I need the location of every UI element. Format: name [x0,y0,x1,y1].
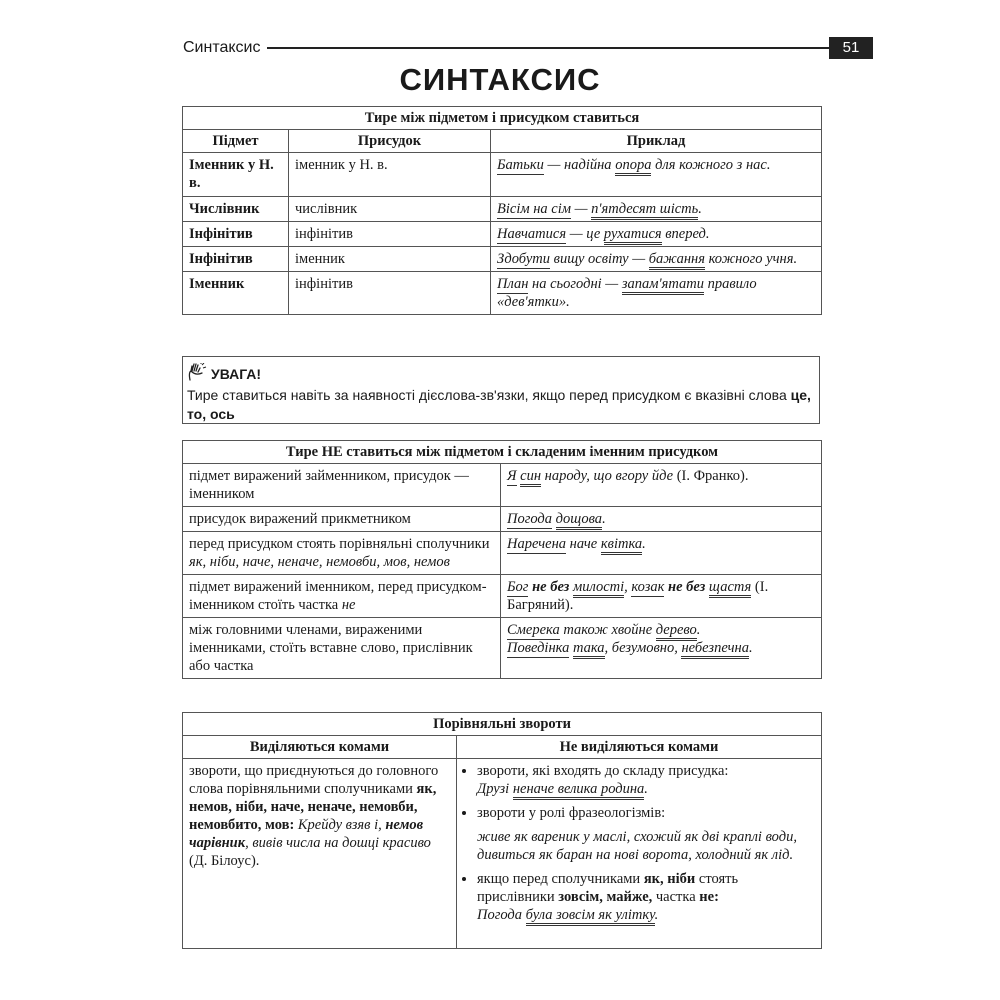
hand-icon [187,363,207,386]
condition-cell: підмет виражений займенником, присудок — іменником [183,464,501,507]
example-cell: Батьки — надійна опора для кожного з нас. [491,153,822,197]
subject-cell: Іменник у Н. в. [183,153,289,197]
table-caption: Тире між підметом і присудком ставиться [183,107,822,130]
subject-cell: Іменник [183,272,289,315]
comparative-phrases-table [182,712,822,949]
example-cell: План на сьогодні — запам'ятати правило «дев'ятки». [491,272,822,315]
example-cell: Смерека також хвойне дерево. Поведінка така, безумовно, небезпечна. [501,618,822,679]
predicate-cell: числівник [289,197,491,222]
dash-rules-table [182,106,822,315]
example-cell: Бог не без милості, козак не без щастя (І. Багряний). [501,575,822,618]
example-cell: Навчатися — це рухатися вперед. [491,222,822,247]
condition-cell: між головними членами, вираженими іменниками, стоїть вставне слово, прислівник або частка [183,618,501,679]
example-cell: Наречена наче квітка. [501,532,822,575]
table-row [183,247,822,272]
table-row [183,618,822,679]
list-item: • звороти, які входять до складу присудка: Друзі неначе велика родина. [477,762,815,798]
table-caption: Тире НЕ ставиться між підметом і складеним іменним присудком [183,441,822,464]
table-row [183,153,822,197]
table-row [183,197,822,222]
running-header [183,37,873,59]
subject-cell: Числівник [183,197,289,222]
no-dash-table [182,440,822,679]
condition-cell: підмет виражений іменником, перед присудком-іменником стоїть частка не [183,575,501,618]
table-row [183,575,822,618]
predicate-cell: інфінітив [289,222,491,247]
condition-cell: перед присудком стоять порівняльні сполучники як, ніби, наче, неначе, немовби, мов, немов [183,532,501,575]
header-rule [257,47,829,49]
table-row [183,464,822,507]
example-cell: Вісім на сім — п'ятдесят шість. [491,197,822,222]
page-title: СИНТАКСИС [399,62,601,97]
subject-cell: Інфінітив [183,247,289,272]
predicate-cell: іменник у Н. в. [289,153,491,197]
right-cell [457,759,822,949]
list-item: • якщо перед сполучниками як, ніби стоять прислівники зовсім, майже, частка не: Погода була зовсім як улітку. [477,870,815,924]
table-row [183,222,822,247]
table-row [183,272,822,315]
predicate-cell: інфінітив [289,272,491,315]
page-number: 51 [829,37,873,59]
column-header: Підмет [183,130,289,153]
example-cell: Я син народу, що вгору йде (І. Франко). [501,464,822,507]
list-item: • звороти у ролі фразеологізмів: живе як вареник у маслі, схожий як дві краплі води, дивиться як баран на нові ворота, холодний як лід. [477,804,815,864]
note-label: УВАГА! [211,366,262,382]
column-header: Приклад [491,130,822,153]
note-text: Тире ставиться навіть за наявності дієслова-зв'язки, якщо перед присудком є вказівні слова це, то, ось [187,387,811,422]
attention-note [182,356,820,424]
subject-cell: Інфінітив [183,222,289,247]
table-row [183,507,822,532]
table-row [183,759,822,949]
table-row [183,532,822,575]
column-header: Присудок [289,130,491,153]
column-header: Виділяються комами [183,736,457,759]
column-header: Не виділяються комами [457,736,822,759]
predicate-cell: іменник [289,247,491,272]
condition-cell: присудок виражений прикметником [183,507,501,532]
example-cell: Погода дощова. [501,507,822,532]
left-cell: звороти, що приєднуються до головного слова порівняльними сполучниками як, немов, ніби, наче, неначе, немовби, немовбито, мов: Крейду взяв і, немов чарівник, вивів числа на дошці красиво (Д. Білоус). [183,759,457,949]
example-cell: Здобути вищу освіту — бажання кожного учня. [491,247,822,272]
section-name: Синтаксис [183,37,267,59]
table-caption: Порівняльні звороти [183,713,822,736]
